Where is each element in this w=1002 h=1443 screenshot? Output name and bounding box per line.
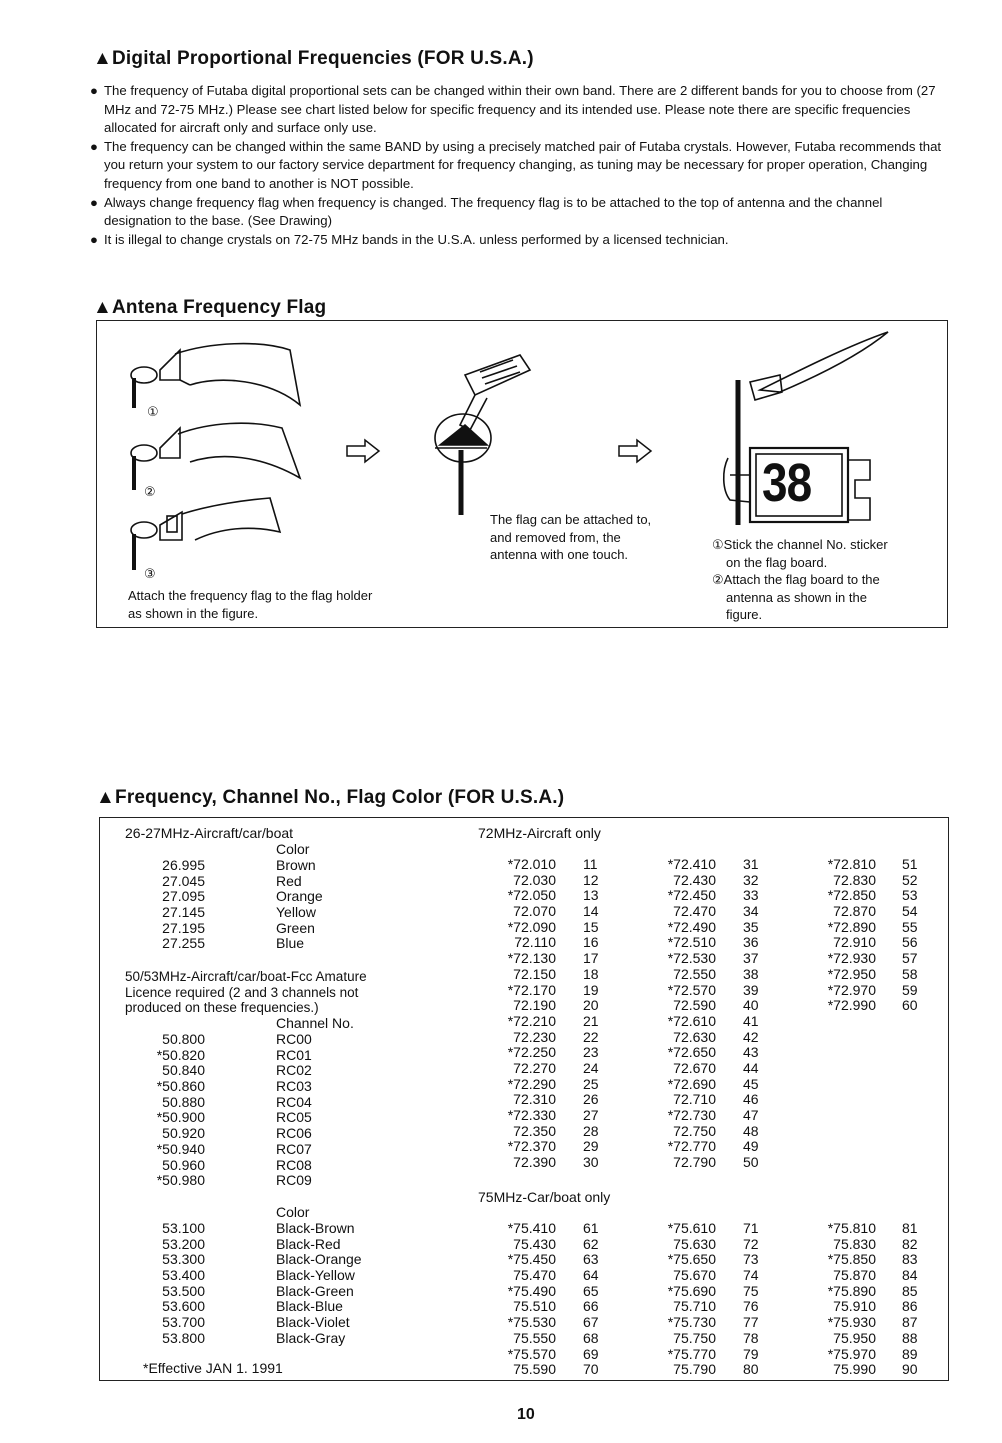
band72-channel-column-1: 11 12 13 14 15 16 17 18 19 20 21 22 23 24 25 26 27 28 29 30 <box>583 856 599 1171</box>
band72-channel-column-2: 31 32 33 34 35 36 37 38 39 40 41 42 43 44 45 46 47 48 49 50 <box>743 856 759 1171</box>
band53-freq-column: 53.100 53.200 53.300 53.400 53.500 53.600 53.700 53.800 <box>162 1220 205 1346</box>
section-title-antenna-flag: ▲Antena Frequency Flag <box>93 297 327 318</box>
right-arrow-icon <box>345 438 381 464</box>
channel-heading: Channel No. <box>276 1015 354 1031</box>
band27-heading: 26-27MHz-Aircraft/car/boat <box>125 825 294 841</box>
band75-channel-column-1: 61 62 63 64 65 66 67 68 69 70 <box>583 1220 599 1378</box>
section-title-frequency-table: ▲Frequency, Channel No., Flag Color (FOR U.S.A.) <box>96 787 565 808</box>
bullet-icon: ● <box>90 231 98 247</box>
section-title-digital-frequencies: ▲Digital Proportional Frequencies (FOR U.S.A.) <box>93 48 534 69</box>
band75-freq-column-2: *75.610 75.630 *75.650 75.670 *75.690 75.710 *75.730 75.750 *75.770 75.790 <box>667 1220 716 1378</box>
triangle-icon: ▲ <box>96 787 116 808</box>
band50-channel-column: RC00 RC01 RC02 RC03 RC04 RC05 RC06 RC07 RC08 RC09 <box>276 1031 312 1189</box>
color-heading: Color <box>276 841 310 857</box>
band27-freq-column: 26.995 27.045 27.095 27.145 27.195 27.255 <box>162 857 205 952</box>
band72-freq-column-3: *72.810 72.830 *72.850 72.870 *72.890 72.910 *72.930 *72.950 *72.970 *72.990 <box>827 856 876 1014</box>
band72-channel-column-3: 51 52 53 54 55 56 57 58 59 60 <box>902 856 918 1014</box>
band75-freq-column-1: *75.410 75.430 *75.450 75.470 *75.490 75.510 *75.530 75.550 *75.570 75.590 <box>507 1220 556 1378</box>
band72-freq-column-1: *72.010 72.030 *72.050 72.070 *72.090 72.110 *72.130 72.150 *72.170 72.190 *72.210 72.230 *72.250 72.270 *72.290 72.310 *72.330 72.350 *72.370 72.390 <box>507 856 556 1171</box>
band53-color-column: Black-Brown Black-Red Black-Orange Black-Yellow Black-Green Black-Blue Black-Violet Black-Gray <box>276 1220 362 1346</box>
bullet-icon: ● <box>90 138 98 154</box>
bullet-item: ● Always change frequency flag when frequency is changed. The frequency flag is to be attached to the top of antenna and the channel designation to the base. (See Drawing) <box>90 194 883 229</box>
band50-note: 50/53MHz-Aircraft/car/boat-Fcc Amature Licence required (2 and 3 channels not produced on these frequencies.) <box>125 969 367 1016</box>
step-label-1: ① <box>147 404 159 419</box>
caption-left: Attach the frequency flag to the flag holder as shown in the figure. <box>128 588 373 621</box>
caption-middle: The flag can be attached to, and removed from, the antenna with one touch. <box>490 512 652 562</box>
band75-heading: 75MHz-Car/boat only <box>478 1189 611 1205</box>
band75-channel-column-3: 81 82 83 84 85 86 87 88 89 90 <box>902 1220 918 1378</box>
band72-freq-column-2: *72.410 72.430 *72.450 72.470 *72.490 *72.510 *72.530 72.550 *72.570 72.590 *72.610 72.630 *72.650 72.670 *72.690 72.710 *72.730 72.750 *72.770 72.790 <box>667 856 716 1171</box>
band27-color-column: Brown Red Orange Yellow Green Blue <box>276 857 323 952</box>
intro-bullets <box>90 82 950 249</box>
band75-channel-column-2: 71 72 73 74 75 76 77 78 79 80 <box>743 1220 759 1378</box>
triangle-icon: ▲ <box>93 297 113 318</box>
bullet-item: ● The frequency can be changed within the same BAND by using a precisely matched pair of Futaba crystals. However, Futaba recommends that you return your system to our factory service department for frequency changing, as tuning may be necessary for proper operation, Changing frequency from one band to another is NOT possible. <box>90 138 942 191</box>
effective-note: *Effective JAN 1. 1991 <box>143 1360 283 1376</box>
caption-right: ①Stick the channel No. sticker on the flag board. ②Attach the flag board to the antenna as shown in the figure. <box>712 537 888 622</box>
band75-freq-column-3: *75.810 75.830 *75.850 75.870 *75.890 75.910 *75.930 75.950 *75.970 75.990 <box>827 1220 876 1378</box>
band50-freq-column: 50.800 *50.820 50.840 *50.860 50.880 *50.900 50.920 *50.940 50.960 *50.980 <box>156 1031 205 1189</box>
triangle-icon: ▲ <box>93 48 113 69</box>
bullet-item: ● It is illegal to change crystals on 72-75 MHz bands in the U.S.A. unless performed by a licensed technician. <box>90 231 950 250</box>
flag-clip-drawing <box>425 350 535 520</box>
step-label-2: ② <box>144 484 156 499</box>
right-arrow-icon <box>617 438 653 464</box>
bullet-icon: ● <box>90 83 98 98</box>
step-label-3: ③ <box>144 566 156 581</box>
flag-board-number: 38 <box>762 453 812 513</box>
bullet-icon: ● <box>90 194 98 210</box>
band72-heading: 72MHz-Aircraft only <box>478 825 601 841</box>
page-number: 10 <box>517 1406 535 1423</box>
color-heading-53: Color <box>276 1204 310 1220</box>
bullet-item: ● The frequency of Futaba digital proportional sets can be changed within their own band. There are 2 different bands for you to choose from (27 MHz and 72-75 MHz.) Please see chart listed below for specific frequency and its intended use. Please note there are specific frequencies allocated for aircraft only and surface only use. <box>90 83 936 136</box>
flag-holder-steps-drawing <box>120 330 320 590</box>
